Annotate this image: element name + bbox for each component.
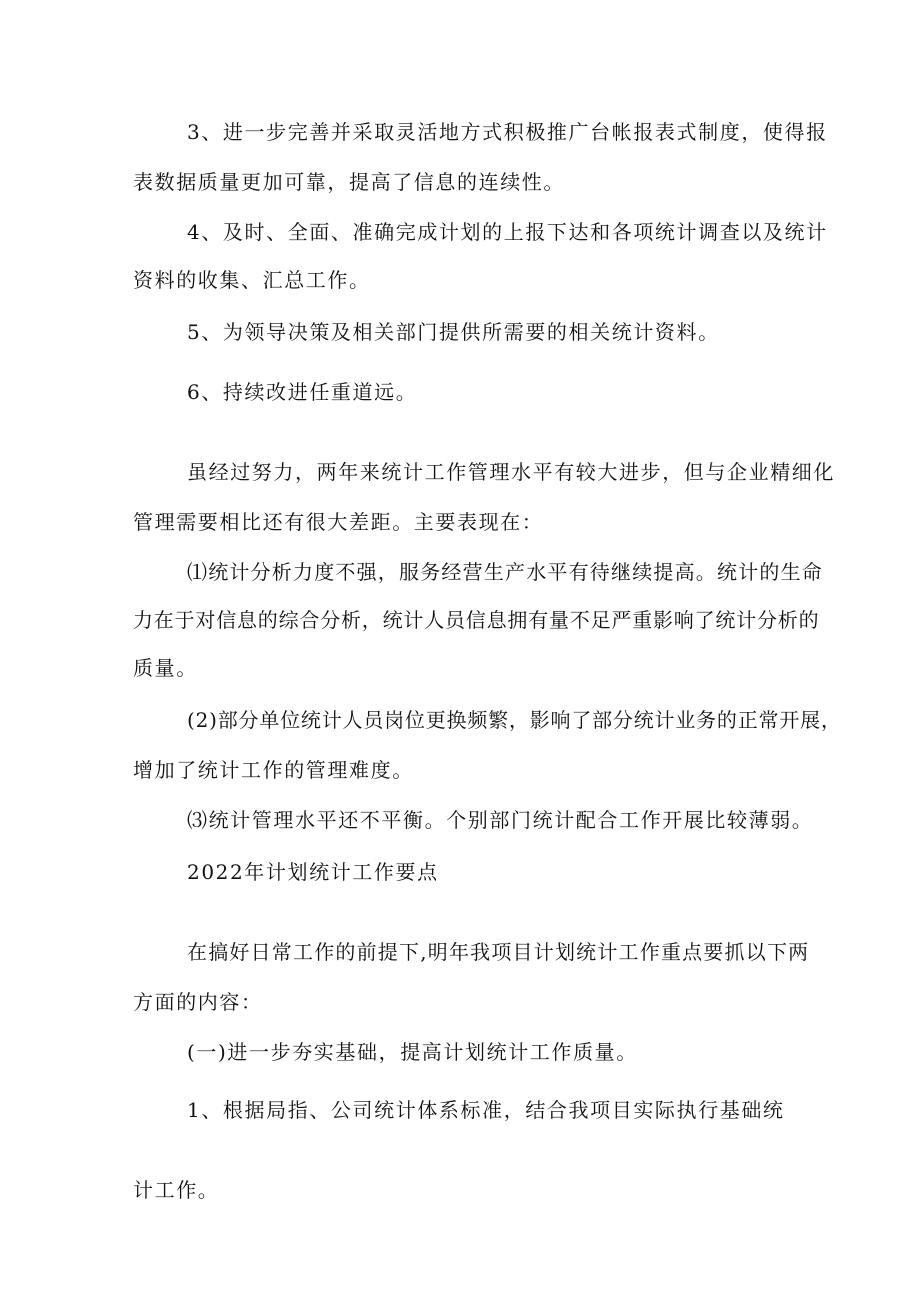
paragraph-3-line-2: 表数据质量更加可靠，提高了信息的连续性。	[133, 170, 565, 194]
summary-paragraph-line-1: 虽经过努力，两年来统计工作管理水平有较大进步，但与企业精细化	[187, 460, 835, 484]
paragraph-3-line-1: 3、进一步完善并采取灵活地方式积极推广台帐报表式制度，使得报	[187, 120, 828, 144]
plan-intro-line-2: 方面的内容：	[133, 990, 263, 1014]
paragraph-4-line-2: 资料的收集、汇总工作。	[133, 268, 371, 292]
paragraph-5: 5、为领导决策及相关部门提供所需要的相关统计资料。	[187, 320, 720, 344]
item-1-line-2: 计工作。	[133, 1178, 220, 1202]
issue-1-line-1: ⑴统计分析力度不强，服务经营生产水平有待继续提高。统计的生命	[187, 560, 823, 584]
plan-heading: 2022年计划统计工作要点	[187, 860, 439, 884]
summary-paragraph-line-2: 管理需要相比还有很大差距。主要表现在：	[133, 510, 544, 534]
issue-1-line-2: 力在于对信息的综合分析，统计人员信息拥有量不足严重影响了统计分析的	[133, 608, 820, 632]
paragraph-6: 6、持续改进任重道远。	[187, 380, 418, 404]
issue-2-line-1: (2)部分单位统计人员岗位更换频繁，影响了部分统计业务的正常开展，	[187, 708, 842, 732]
section-1-heading: (一)进一步夯实基础，提高计划统计工作质量。	[187, 1040, 638, 1064]
plan-intro-line-1: 在搞好日常工作的前提下,明年我项目计划统计工作重点要抓以下两	[187, 940, 810, 964]
issue-1-line-3: 质量。	[133, 656, 198, 680]
issue-3: ⑶统计管理水平还不平衡。个别部门统计配合工作开展比较薄弱。	[187, 808, 814, 832]
issue-2-line-2: 增加了统计工作的管理难度。	[133, 758, 414, 782]
item-1-line-1: 1、根据局指、公司统计体系标准，结合我项目实际执行基础统	[187, 1098, 785, 1122]
paragraph-4-line-1: 4、及时、全面、准确完成计划的上报下达和各项统计调查以及统计	[187, 220, 828, 244]
